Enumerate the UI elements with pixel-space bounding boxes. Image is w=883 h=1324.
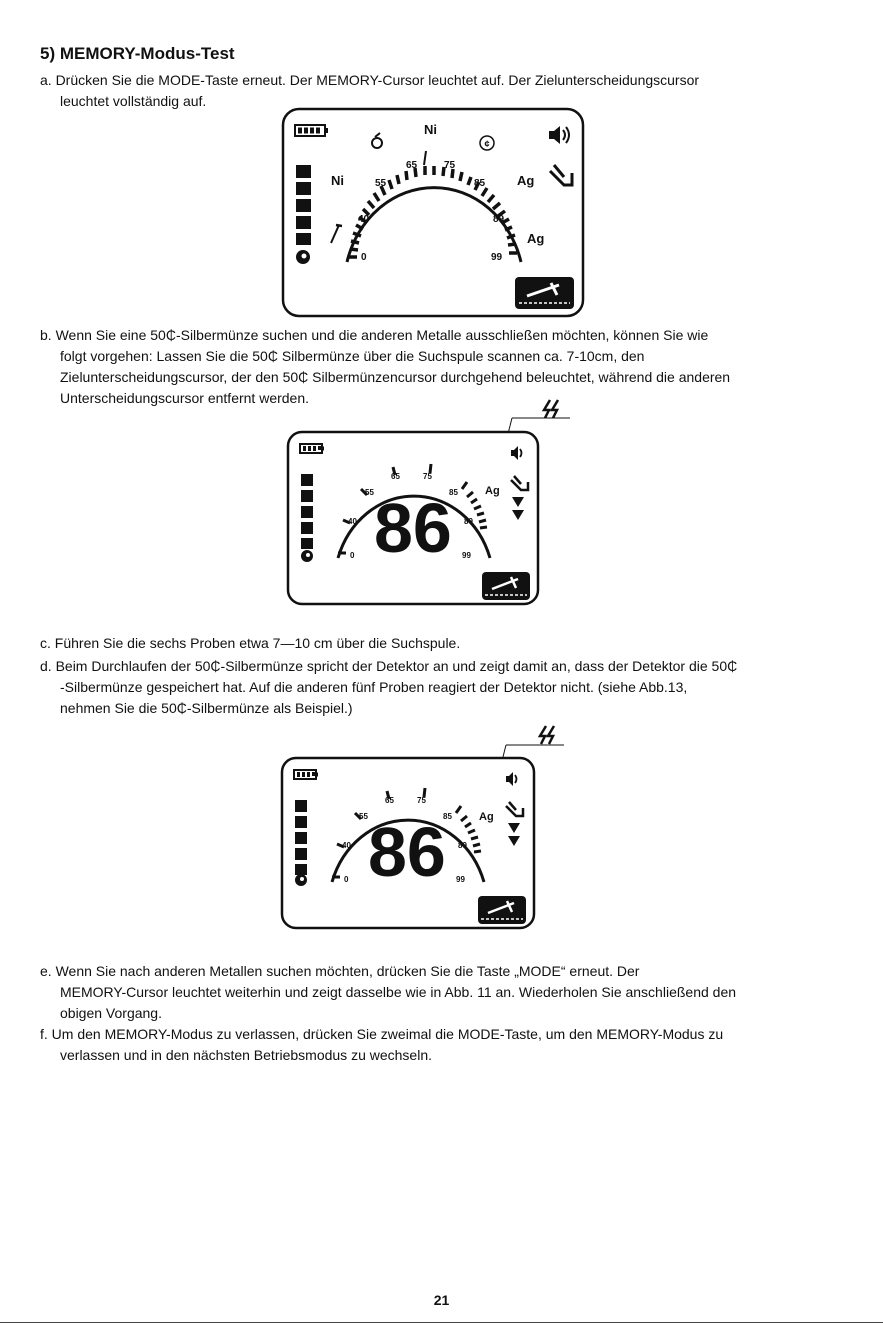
scale-label-55: 55 — [375, 178, 387, 189]
memory-mode-icon — [478, 896, 526, 924]
sensitivity-icon — [295, 874, 307, 886]
paragraph-c — [40, 633, 460, 654]
paragraph-line: a. Drücken Sie die MODE-Taste erneut. Der MEMORY-Cursor leuchtet auf. Der Zielunterscheidungscursor — [40, 72, 700, 88]
scale-label-89: 89 — [464, 517, 473, 526]
lcd-display-3-graphic — [280, 720, 570, 934]
paragraph-line: -Silbermünze gespeichert hat. Auf die anderen fünf Proben reagiert der Detektor nicht. (siehe Abb.13, — [60, 679, 688, 695]
lcd-display-2-graphic — [286, 396, 576, 608]
lcd-display-1-graphic — [281, 107, 586, 319]
digital-reading: 86 — [374, 489, 452, 567]
paragraph-line: Zielunterscheidungscursor, der den 50₵ Silbermünzencursor durchgehend beleuchtet, während die anderen — [60, 369, 731, 385]
paragraph-line: Unterscheidungscursor entfernt werden. — [60, 390, 310, 406]
scale-label-0: 0 — [350, 551, 355, 560]
paragraph-line: f. Um den MEMORY-Modus zu verlassen, drücken Sie zweimal die MODE-Taste, um den MEMORY-Modus zu — [40, 1026, 724, 1042]
beep-indicator-icon — [544, 400, 558, 418]
scale-label-40: 40 — [358, 214, 370, 225]
paragraph-d — [40, 656, 737, 719]
metal-label-ag: Ag — [479, 811, 494, 823]
paragraph-a — [40, 70, 699, 112]
paragraph-e — [40, 961, 736, 1024]
scale-label-40: 40 — [348, 517, 357, 526]
scale-label-40: 40 — [342, 841, 351, 850]
section-heading: 5) MEMORY-Modus-Test — [40, 44, 235, 63]
paragraph-line: leuchtet vollständig auf. — [60, 93, 207, 109]
paragraph-line: b. Wenn Sie eine 50₵-Silbermünze suchen und die anderen Metalle ausschließen möchten, können Sie wie — [40, 327, 709, 343]
scale-label-85: 85 — [443, 812, 452, 821]
scale-label-75: 75 — [423, 472, 432, 481]
paragraph-line: nehmen Sie die 50₵-Silbermünze als Beispiel.) — [60, 700, 353, 716]
page-number: 21 — [433, 1292, 450, 1308]
paragraph-line: verlassen und in den nächsten Betriebsmodus zu wechseln. — [60, 1047, 432, 1063]
digital-reading: 86 — [368, 813, 446, 891]
bottom-rule — [0, 1322, 883, 1323]
scale-label-55: 55 — [365, 488, 374, 497]
lcd-display-1 — [281, 107, 586, 319]
sensitivity-icon — [301, 550, 313, 562]
paragraph-line: folgt vorgehen: Lassen Sie die 50₵ Silbermünze über die Suchspule scannen ca. 7-10cm, den — [60, 348, 645, 364]
metal-label-ag-right: Ag — [517, 173, 535, 188]
scale-label-89: 89 — [493, 214, 505, 225]
scale-label-65: 65 — [391, 472, 400, 481]
metal-label-ag-lower: Ag — [527, 231, 545, 246]
scale-label-99: 99 — [456, 875, 465, 884]
scale-label-85: 85 — [474, 178, 486, 189]
memory-mode-icon — [515, 277, 574, 309]
lcd-display-3 — [280, 720, 570, 934]
scale-label-85: 85 — [449, 488, 458, 497]
scale-label-65: 65 — [406, 160, 418, 171]
scale-label-89: 89 — [458, 841, 467, 850]
beep-indicator-icon — [540, 726, 554, 744]
scale-label-55: 55 — [359, 812, 368, 821]
paragraph-line: obigen Vorgang. — [60, 1005, 162, 1021]
scale-label-99: 99 — [491, 252, 503, 263]
paragraph-line: d. Beim Durchlaufen der 50₵-Silbermünze spricht der Detektor an und zeigt damit an, dass der Detektor die 50₵ — [40, 658, 738, 674]
paragraph-line: c. Führen Sie die sechs Proben etwa 7—10 cm über die Suchspule. — [40, 635, 461, 651]
scale-label-65: 65 — [385, 796, 394, 805]
scale-label-0: 0 — [361, 252, 367, 263]
paragraph-line: e. Wenn Sie nach anderen Metallen suchen möchten, drücken Sie die Taste „MODE“ erneut. Der — [40, 963, 640, 979]
lcd-display-2 — [286, 396, 576, 608]
memory-mode-icon — [482, 572, 530, 600]
sensitivity-icon — [296, 250, 310, 264]
scale-label-75: 75 — [444, 160, 456, 171]
paragraph-f — [40, 1024, 723, 1066]
metal-label-ni-top: Ni — [424, 122, 437, 137]
scale-label-0: 0 — [344, 875, 349, 884]
sensitivity-bars — [296, 165, 311, 245]
metal-label-ag: Ag — [485, 485, 500, 497]
scale-label-75: 75 — [417, 796, 426, 805]
metal-label-ni-left: Ni — [331, 173, 344, 188]
paragraph-line: MEMORY-Cursor leuchtet weiterhin und zeigt dasselbe wie in Abb. 11 an. Wiederholen Sie anschließend den — [60, 984, 737, 1000]
svg-text:¢: ¢ — [484, 139, 490, 149]
scale-label-99: 99 — [462, 551, 471, 560]
